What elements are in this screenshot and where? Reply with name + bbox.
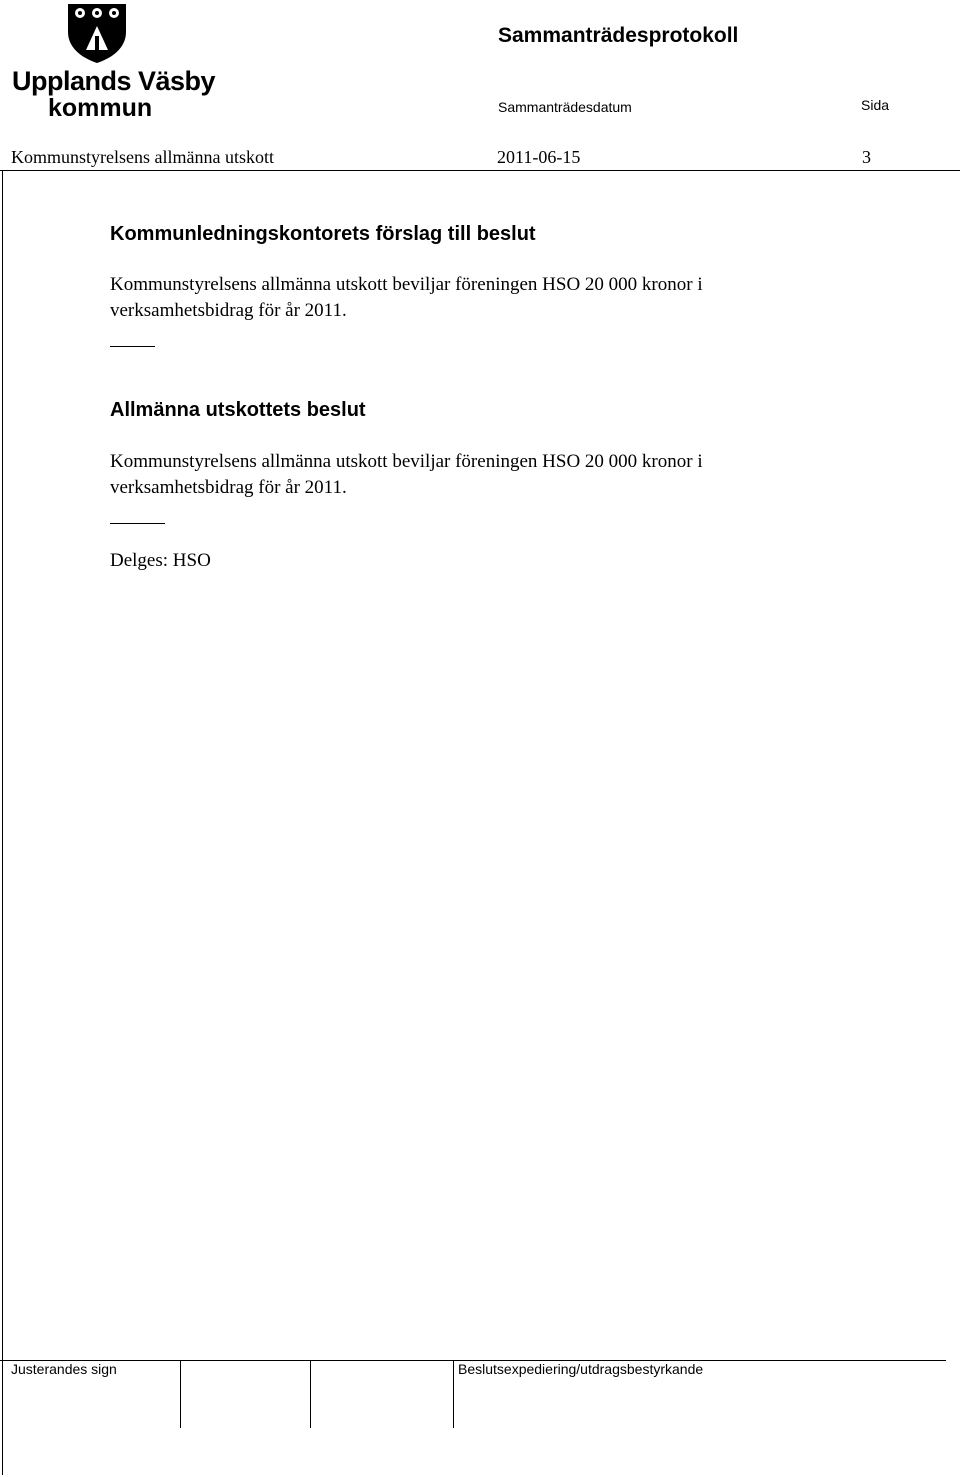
decision-heading: Allmänna utskottets beslut — [110, 399, 366, 421]
signature-box-divider — [180, 1360, 181, 1428]
left-margin-line — [2, 170, 3, 1475]
signature-box-divider — [310, 1360, 311, 1428]
page-label: Sida — [861, 97, 890, 113]
signature-label: Justerandes sign — [11, 1361, 117, 1377]
logo-wordmark: Upplands Väsby — [12, 66, 216, 96]
proposal-text: Kommunstyrelsens allmänna utskott beviljar föreningen HSO 20 000 kronor i verksamhetsbidrag för år 2011. — [110, 274, 703, 321]
section-separator — [110, 346, 155, 347]
document-title: Sammanträdesprotokoll — [498, 24, 739, 47]
logo-subtitle: kommun — [48, 94, 153, 122]
page-number: 3 — [862, 147, 871, 167]
expedition-label: Beslutsexpediering/utdragsbestyrkande — [458, 1361, 704, 1377]
proposal-heading: Kommunledningskontorets förslag till beslut — [110, 223, 536, 245]
meeting-date: 2011-06-15 — [497, 147, 581, 167]
section-separator — [110, 523, 165, 524]
committee-name: Kommunstyrelsens allmänna utskott — [11, 147, 274, 167]
signature-box-divider — [453, 1360, 454, 1428]
meeting-date-label: Sammanträdesdatum — [498, 99, 632, 115]
distribution-text: Delges: HSO — [110, 550, 211, 571]
municipality-logo — [8, 2, 216, 124]
header-divider — [0, 170, 960, 171]
decision-text: Kommunstyrelsens allmänna utskott beviljar föreningen HSO 20 000 kronor i verksamhetsbidrag för år 2011. — [110, 451, 703, 498]
coat-of-arms-icon — [66, 2, 128, 64]
